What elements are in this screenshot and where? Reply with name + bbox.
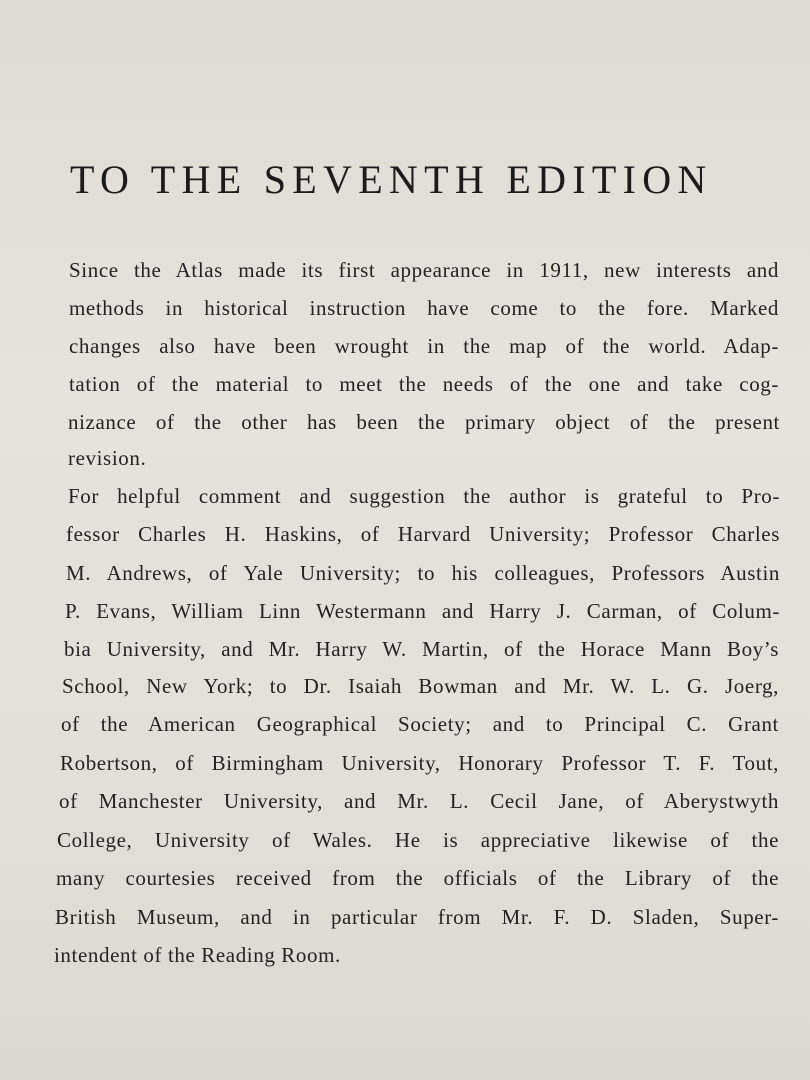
paragraph-1-line-6: revision.: [68, 446, 147, 470]
paragraph-2-line-8: Robertson, of Birmingham University, Honorary Professor T. F. Tout,: [60, 751, 779, 775]
paragraph-2-line-2: fessor Charles H. Haskins, of Harvard University; Professor Charles: [66, 522, 780, 546]
paragraph-2-line-10: College, University of Wales. He is appreciative likewise of the: [57, 828, 779, 852]
page-title: TO THE SEVENTH EDITION: [70, 157, 713, 202]
paragraph-2-line-12: British Museum, and in particular from Mr. F. D. Sladen, Super-: [55, 905, 779, 929]
paragraph-2-line-6: School, New York; to Dr. Isaiah Bowman and Mr. W. L. G. Joerg,: [62, 674, 779, 698]
paragraph-1-line-1: Since the Atlas made its first appearance in 1911, new interests and: [69, 258, 779, 282]
paragraph-2-line-13: intendent of the Reading Room.: [54, 943, 341, 967]
paragraph-2-line-1: For helpful comment and suggestion the author is grateful to Pro-: [68, 484, 780, 508]
paragraph-2-line-5: bia University, and Mr. Harry W. Martin, of the Horace Mann Boy’s: [64, 637, 779, 661]
paragraph-1-line-2: methods in historical instruction have come to the fore. Marked: [69, 296, 779, 320]
paragraph-1-line-4: tation of the material to meet the needs of the one and take cog-: [69, 372, 779, 396]
paragraph-2-line-9: of Manchester University, and Mr. L. Cecil Jane, of Aberystwyth: [59, 789, 779, 813]
paragraph-2-line-11: many courtesies received from the officials of the Library of the: [56, 866, 779, 890]
paragraph-2-line-3: M. Andrews, of Yale University; to his colleagues, Professors Austin: [66, 561, 780, 585]
paragraph-2-line-7: of the American Geographical Society; and to Principal C. Grant: [61, 712, 779, 736]
paragraph-1-line-3: changes also have been wrought in the map of the world. Adap-: [69, 334, 779, 358]
paragraph-1-line-5: nizance of the other has been the primary object of the present: [68, 410, 780, 434]
paragraph-2-line-4: P. Evans, William Linn Westermann and Harry J. Carman, of Colum-: [65, 599, 780, 623]
